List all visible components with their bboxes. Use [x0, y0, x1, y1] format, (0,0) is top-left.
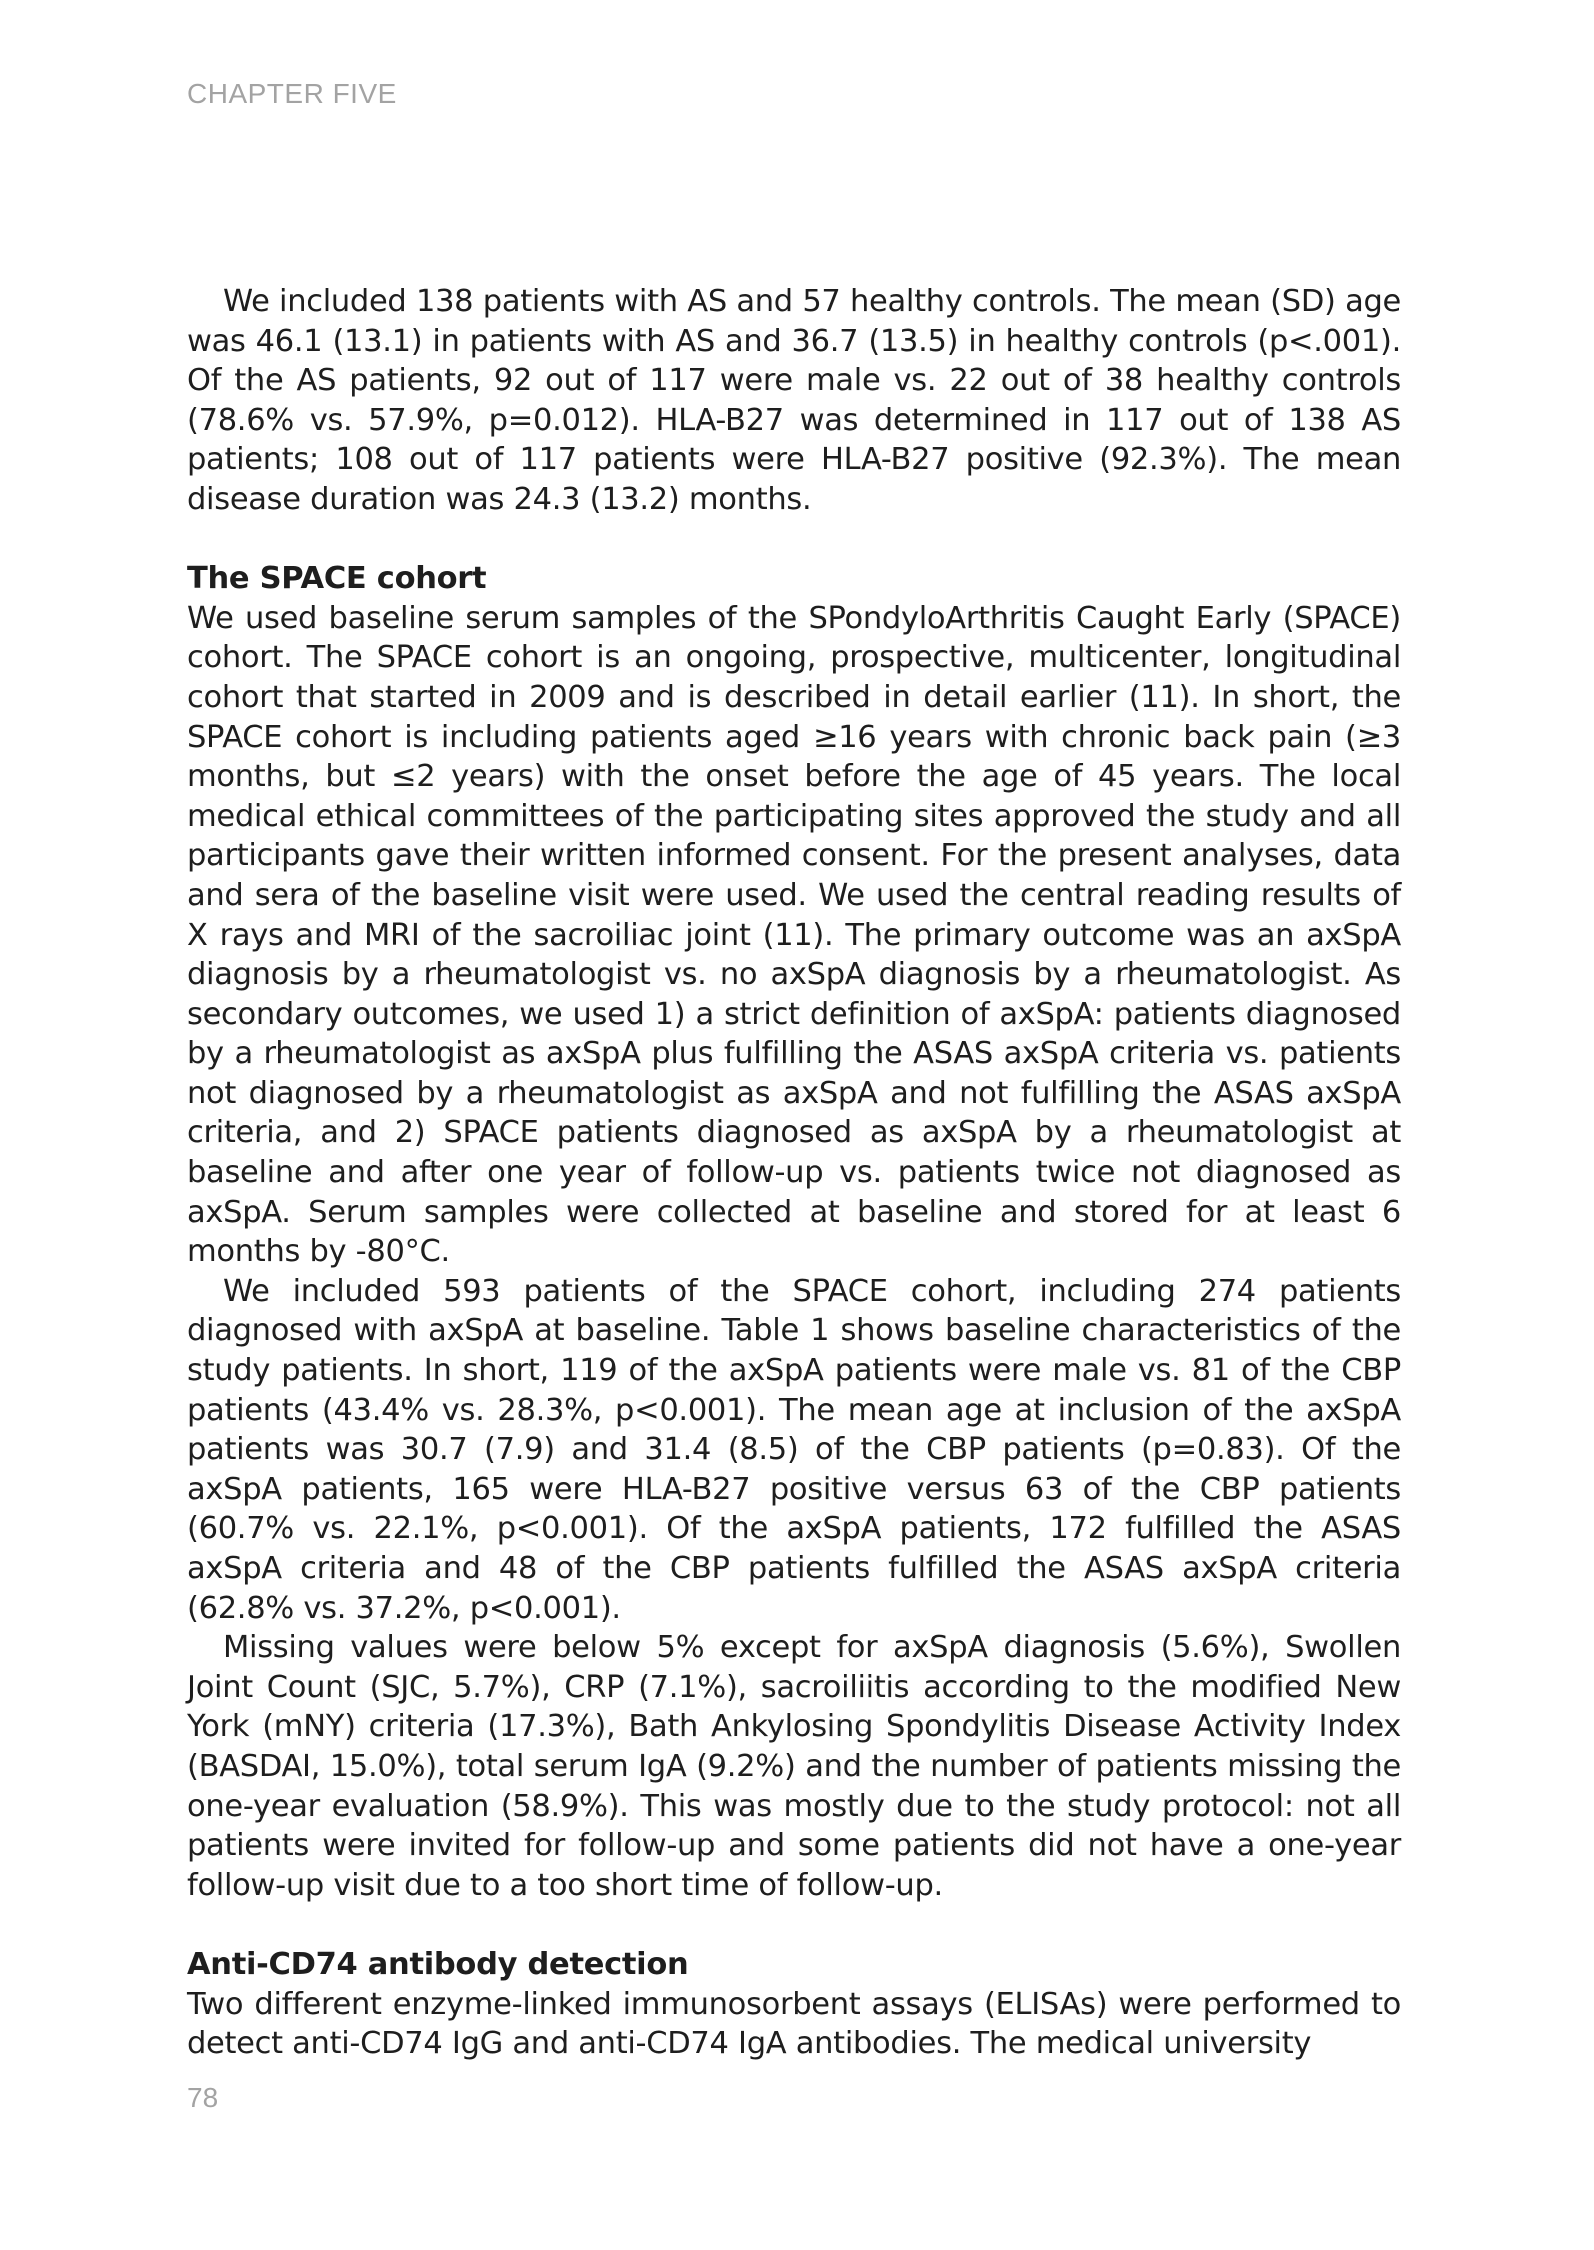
- section-heading-space-cohort: The SPACE cohort: [187, 561, 487, 597]
- section-heading-anti-cd74: Anti-CD74 antibody detection: [187, 1946, 689, 1982]
- section-spacer: [187, 520, 1401, 560]
- running-head: CHAPTER FIVE: [187, 78, 397, 109]
- paragraph-space-2: We included 593 patients of the SPACE cohort, including 274 patients diagnosed with axSpA at baseline. Table 1 shows baseline characteristics of the study patients. In short, 119 of the axSpA patients were male vs. 81 of the CBP patients (43.4% vs. 28.3%, p<0.001). The mean age at inclusion of the axSpA patients was 30.7 (7.9) and 31.4 (8.5) of the CBP patients (p=0.83). Of the axSpA patients, 165 were HLA-B27 positive versus 63 of the CBP patients (60.7% vs. 22.1%, p<0.001). Of the axSpA patients, 172 fulfilled the ASAS axSpA criteria and 48 of the CBP patients fulfilled the ASAS axSpA criteria (62.8% vs. 37.2%, p<0.001).: [187, 1273, 1401, 1626]
- body-text: [187, 282, 1401, 2064]
- paragraph-intro: We included 138 patients with AS and 57 healthy controls. The mean (SD) age was 46.1 (13.1) in patients with AS and 36.7 (13.5) in healthy controls (p<.001). Of the AS patients, 92 out of 117 were male vs. 22 out of 38 healthy controls (78.6% vs. 57.9%, p=0.012). HLA-B27 was determined in 117 out of 138 AS patients; 108 out of 117 patients were HLA-B27 positive (92.3%). The mean disease duration was 24.3 (13.2) months.: [187, 284, 1401, 517]
- paragraph-space-1: We used baseline serum samples of the SPondyloArthritis Caught Early (SPACE) cohort. The SPACE cohort is an ongoing, prospective, multicenter, longitudinal cohort that started in 2009 and is described in detail earlier (11). In short, the SPACE cohort is including patients aged ≥16 years with chronic back pain (≥3 months, but ≤2 years) with the onset before the age of 45 years. The local medical ethical committees of the participating sites approved the study and all participants gave their written informed consent. For the present analyses, data and sera of the baseline visit were used. We used the central reading results of X rays and MRI of the sacroiliac joint (11). The primary outcome was an axSpA diagnosis by a rheumatologist vs. no axSpA diagnosis by a rheumatologist. As secondary outcomes, we used 1) a strict definition of axSpA: patients diagnosed by a rheumatologist as axSpA plus fulfilling the ASAS axSpA criteria vs. patients not diagnosed by a rheumatologist as axSpA and not fulfilling the ASAS axSpA criteria, and 2) SPACE patients diagnosed as axSpA by a rheumatologist at baseline and after one year of follow-up vs. patients twice not diagnosed as axSpA. Serum samples were collected at baseline and stored for at least 6 months by -80°C.: [187, 600, 1401, 1270]
- section-spacer: [187, 1905, 1401, 1945]
- paragraph-space-3: Missing values were below 5% except for axSpA diagnosis (5.6%), Swollen Joint Count (SJC, 5.7%), CRP (7.1%), sacroiliitis according to the modified New York (mNY) criteria (17.3%), Bath Ankylosing Spondylitis Disease Activity Index (BASDAI, 15.0%), total serum IgA (9.2%) and the number of patients missing the one-year evaluation (58.9%). This was mostly due to the study protocol: not all patients were invited for follow-up and some patients did not have a one-year follow-up visit due to a too short time of follow-up.: [187, 1630, 1401, 1903]
- paragraph-cd74-1: Two different enzyme-linked immunosorbent assays (ELISAs) were performed to detect anti-CD74 IgG and anti-CD74 IgA antibodies. The medical university: [187, 1986, 1401, 2062]
- page-number: 78: [187, 2082, 219, 2113]
